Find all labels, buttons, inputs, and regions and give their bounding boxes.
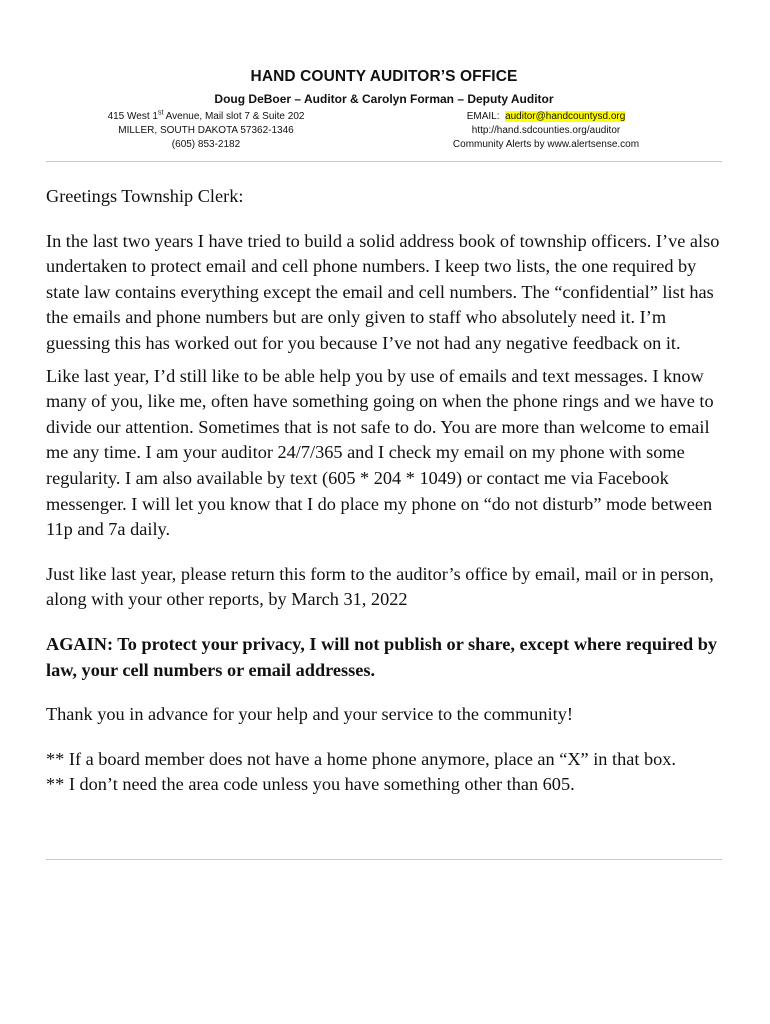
thank-you: Thank you in advance for your help and your service to the community! [46, 704, 573, 725]
website-link[interactable]: http://hand.sdcounties.org/auditor [471, 125, 621, 136]
contact-block [386, 110, 706, 152]
office-title: HAND COUNTY AUDITOR’S OFFICE [250, 68, 518, 85]
email-link[interactable]: auditor@handcountysd.org [505, 111, 626, 122]
note-home-phone: ** If a board member does not have a home phone anymore, place an “X” in that box. [46, 748, 676, 769]
street-address: 415 West 1st Avenue, Mail slot 7 & Suite 202 [107, 109, 305, 122]
letterhead [46, 66, 722, 150]
greeting: Greetings Township Clerk: [46, 186, 244, 206]
paragraph-contact: Like last year, I’d still like to be able help you by use of emails and text messages. I know many of you, like me, often have something going on when the phone rings and we have to divide our attention. Sometimes that is not safe to do. You are more than welcome to email me any time. I am your auditor 24/7/365 and I check my email on my phone with some regularity. I am also available by text (605 * 204 * 1049) or contact me via Facebook messenger. I will let you know that I do place my phone on “do not disturb” mode between 11p and 7a daily. [46, 365, 714, 540]
paragraph-address-book: In the last two years I have tried to build a solid address book of township officers. I’ve also undertaken to protect email and cell phone numbers. I keep two lists, the one required by state law contains everything except the email and cell numbers. The “confidential” list has the emails and phone numbers but are only given to staff who absolutely need it. I’m guessing this has worked out for you because I’ve not had any negative feedback on it. [46, 230, 720, 353]
community-alerts: Community Alerts by www.alertsense.com [452, 139, 640, 150]
mailing-address-block [46, 110, 366, 152]
email-line [386, 110, 706, 124]
letter-body [46, 184, 726, 798]
officials-names: Doug DeBoer – Auditor & Carolyn Forman – Deputy Auditor [214, 92, 554, 106]
footer-divider [46, 859, 722, 860]
privacy-notice: AGAIN: To protect your privacy, I will not publish or share, except where required by law, your cell numbers or email addresses. [46, 633, 718, 680]
city-state-zip: MILLER, SOUTH DAKOTA 57362-1346 [118, 125, 294, 136]
note-area-code: ** I don’t need the area code unless you have something other than 605. [46, 774, 575, 795]
email-label: EMAIL: [466, 111, 500, 122]
office-phone: (605) 853-2182 [171, 139, 241, 150]
paragraph-return-form: Just like last year, please return this form to the auditor’s office by email, mail or in person, along with your other reports, by March 31, 2022 [46, 563, 714, 610]
header-divider [46, 161, 722, 162]
